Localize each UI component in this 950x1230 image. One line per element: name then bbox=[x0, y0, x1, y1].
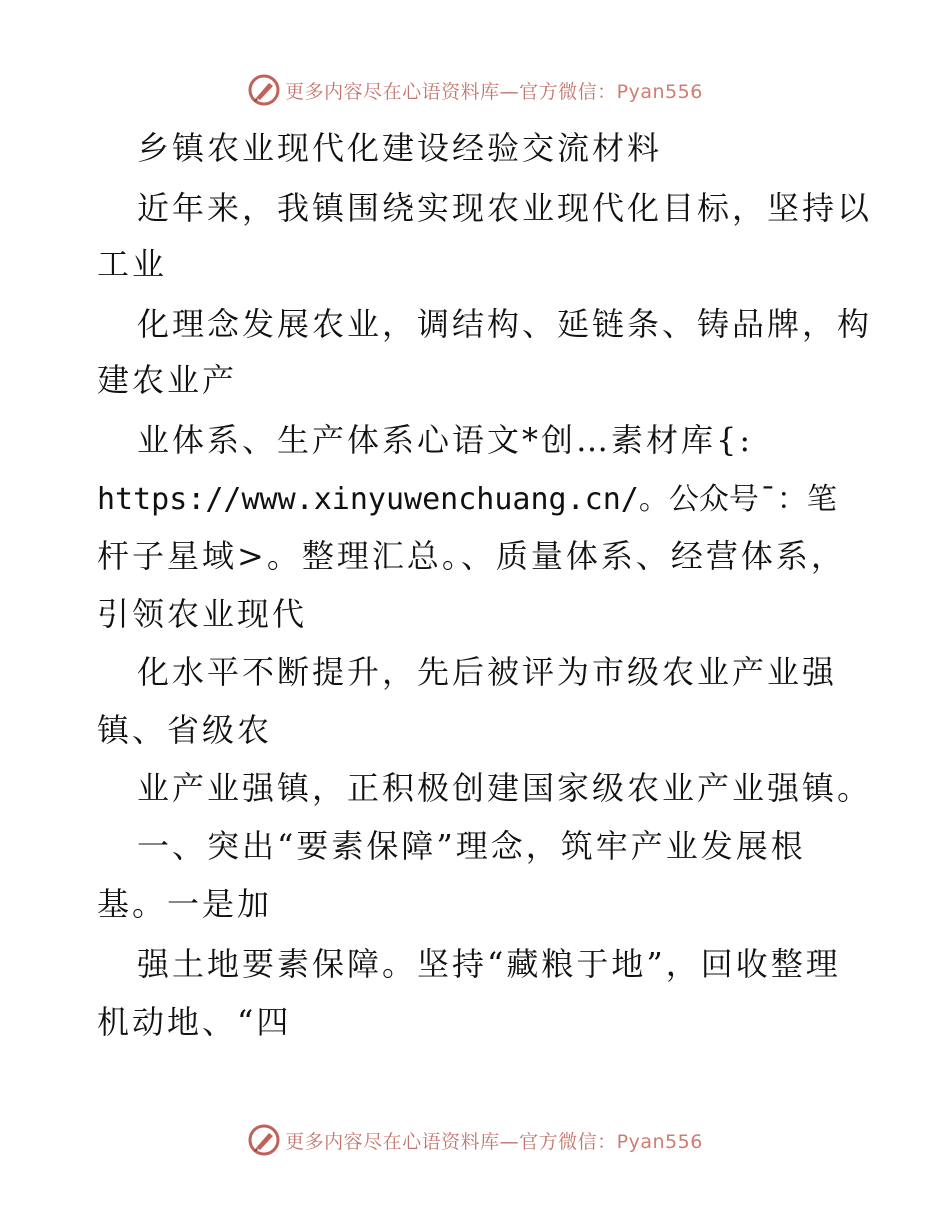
paragraph-line: 杆子星域>。整理汇总。、质量体系、经营体系， bbox=[97, 537, 846, 575]
paragraph-line: 镇、省级农 bbox=[97, 711, 273, 749]
wechat-id: Pyan556 bbox=[616, 1130, 703, 1153]
paragraph-line: 工业 bbox=[97, 245, 168, 283]
document-title: 乡镇农业现代化建设经验交流材料 bbox=[137, 129, 663, 167]
pen-logo-icon bbox=[247, 73, 281, 107]
paragraph-line: 强土地要素保障。坚持“藏粮于地”，回收整理 bbox=[137, 945, 841, 983]
footer-watermark bbox=[0, 1120, 950, 1160]
watermark-text: 更多内容尽在心语资料库—官方微信：Pyan556 bbox=[285, 80, 703, 103]
paragraph-line: 业产业强镇，正积极创建国家级农业产业强镇。 bbox=[137, 769, 873, 807]
wechat-id: Pyan556 bbox=[616, 80, 703, 103]
paragraph-line: 机动地、“四 bbox=[97, 1003, 292, 1041]
paragraph-line: 业体系、生产体系心语文*创…素材库{: bbox=[137, 421, 754, 459]
paragraph-line: 化水平不断提升，先后被评为市级农业产业强 bbox=[137, 653, 838, 691]
watermark-text: 更多内容尽在心语资料库—官方微信：Pyan556 bbox=[285, 1130, 703, 1153]
paragraph-line: 建农业产 bbox=[97, 361, 238, 399]
paragraph-line-url: https://www.xinyuwenchuang.cn/。公众号¯：笔 bbox=[97, 482, 837, 517]
header-watermark bbox=[0, 70, 950, 110]
paragraph-line: 近年来，我镇围绕实现农业现代化目标，坚持以 bbox=[137, 189, 873, 227]
paragraph-line: 引领农业现代 bbox=[97, 595, 308, 633]
pen-logo-icon bbox=[247, 1123, 281, 1157]
paragraph-line: 化理念发展农业，调结构、延链条、铸品牌，构 bbox=[137, 305, 873, 343]
paragraph-line: 基。一是加 bbox=[97, 885, 273, 923]
section-heading-line: 一、突出“要素保障”理念，筑牢产业发展根 bbox=[137, 827, 806, 865]
